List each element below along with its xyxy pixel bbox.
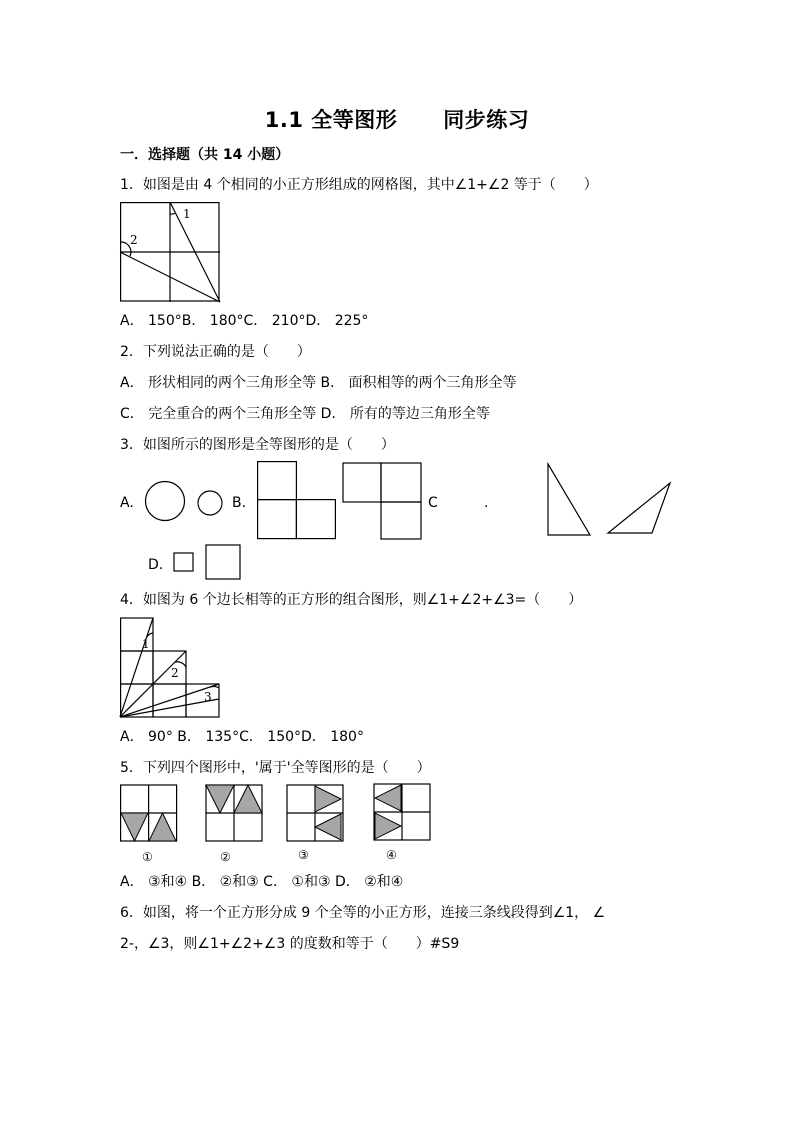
q4-figure [120, 617, 222, 719]
q3-option-c: C [428, 495, 438, 511]
q3-circle-small [198, 491, 222, 515]
q3-option-d: D. [148, 557, 164, 573]
q5-figure-2 [206, 785, 262, 841]
q5-caption-2: ② [220, 850, 231, 864]
q3-option-a: A. [120, 495, 134, 511]
q5-figure-4 [374, 784, 430, 840]
q1-grid [120, 202, 220, 302]
q5-options: A． ③和④ B． ②和③ C． ①和③ D． ②和④ [120, 874, 404, 890]
q5-figure-3 [287, 785, 343, 841]
q1-figure [120, 202, 220, 302]
q4-label-1: 1 [142, 637, 150, 651]
q4-options: A． 90° B． 135°C． 150°D． 180° [120, 729, 364, 745]
q5-caption-4: ④ [386, 848, 397, 862]
q3-figure-d [172, 543, 244, 581]
q3-dot: . [484, 495, 489, 511]
q5-caption-1: ① [142, 850, 153, 864]
q6-stem-line2: 2‐，∠3，则∠1+∠2+∠3 的度数和等于（ ）#S9 [120, 936, 460, 952]
q2-options-line1: A． 形状相同的两个三角形全等 B． 面积相等的两个三角形全等 [120, 375, 517, 391]
q3-stem: 3．如图所示的图形是全等图形的是（ ） [120, 437, 395, 453]
q2-stem: 2．下列说法正确的是（ ） [120, 344, 311, 360]
q3-square-small [174, 553, 193, 571]
section-heading: 一．选择题（共 14 小题） [120, 147, 290, 163]
q1-stem: 1．如图是由 4 个相同的小正方形组成的网格图，其中∠1+∠2 等于（ ） [120, 177, 598, 193]
q1-label-1: 1 [183, 207, 191, 221]
q4-stem: 4．如图为 6 个边长相等的正方形的组合图形，则∠1+∠2+∠3=（ ） [120, 592, 583, 608]
q4-line-1 [120, 618, 153, 717]
q1-angle-arc-1 [170, 213, 176, 214]
q3-figure-b [257, 461, 427, 541]
q3-square-large [206, 545, 240, 579]
q1-label-2: 2 [130, 233, 138, 247]
q3-shape-left [258, 462, 336, 539]
q6-stem-line1: 6．如图，将一个正方形分成 9 个全等的小正方形，连接三条线段得到∠1， ∠ [120, 905, 606, 921]
q1-options: A． 150°B． 180°C． 210°D． 225° [120, 313, 369, 329]
q3-figure-a [140, 480, 230, 524]
q4-label-2: 2 [171, 666, 179, 680]
q5-caption-3: ③ [298, 848, 309, 862]
q5-figure-1 [121, 785, 177, 841]
q5-figures [120, 783, 440, 863]
q3-option-b: B. [232, 495, 247, 511]
q4-angle-arc-3 [211, 686, 219, 688]
page-title: 1.1 全等图形 同步练习 [264, 108, 530, 132]
q3-shape-right [343, 463, 421, 539]
q3-circle-large [146, 482, 185, 521]
q3-figure-c [540, 460, 675, 540]
q2-options-line2: C． 完全重合的两个三角形全等 D． 所有的等边三角形全等 [120, 406, 490, 422]
q5-stem: 5．下列四个图形中，'属于'全等图形的是（ ） [120, 760, 431, 776]
q3-triangle-2 [608, 483, 670, 533]
q3-triangle-1 [548, 464, 590, 535]
q4-label-3: 3 [204, 690, 212, 704]
